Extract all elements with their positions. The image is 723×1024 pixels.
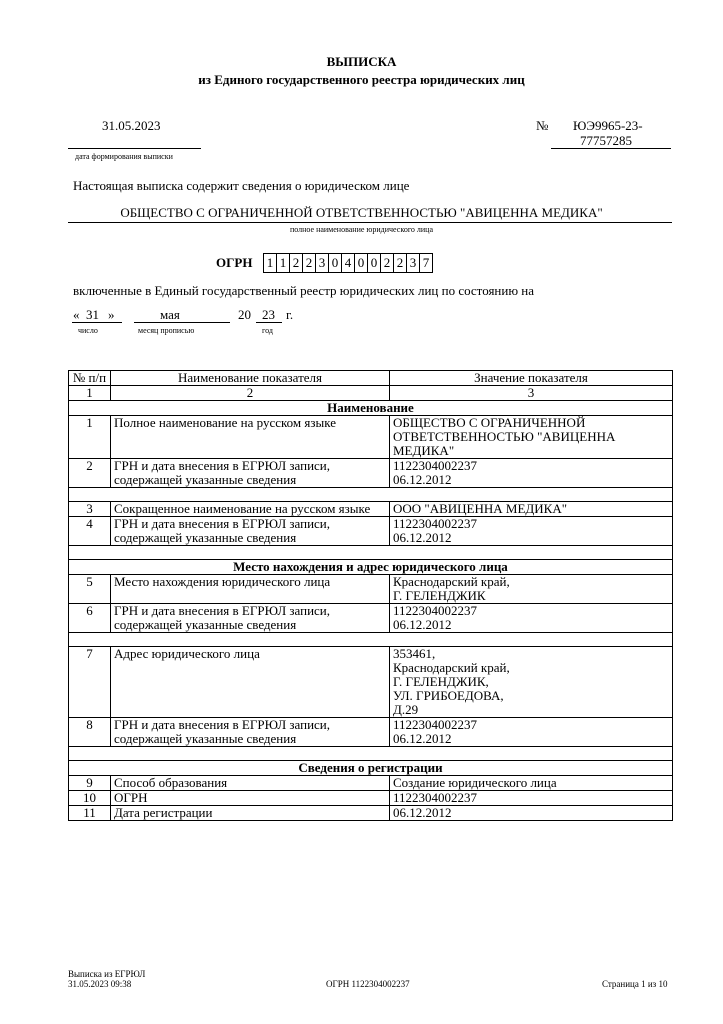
table-row xyxy=(69,502,673,517)
section-name-title: Наименование xyxy=(69,401,673,416)
month-underline xyxy=(134,322,230,323)
header-indicator: Наименование показателя xyxy=(111,371,390,386)
row-value: Создание юридического лица xyxy=(390,776,673,791)
section-row xyxy=(69,401,673,416)
ogrn-digit: 0 xyxy=(367,253,381,273)
day-caption: число xyxy=(78,326,98,335)
column-number: 3 xyxy=(390,386,673,401)
state-day: 31 xyxy=(86,307,99,322)
state-month: мая xyxy=(160,307,180,322)
table-row xyxy=(69,718,673,747)
row-value: 1122304002237 06.12.2012 xyxy=(390,459,673,488)
row-value: 1122304002237 06.12.2012 xyxy=(390,517,673,546)
row-label: Место нахождения юридического лица xyxy=(111,575,390,604)
row-label: Полное наименование на русском языке xyxy=(111,416,390,459)
ogrn-digit: 2 xyxy=(289,253,303,273)
year-caption: год xyxy=(262,326,273,335)
row-label: ГРН и дата внесения в ЕГРЮЛ записи, содержащей указанные сведения xyxy=(111,718,390,747)
row-number: 6 xyxy=(69,604,111,633)
footer-source: Выписка из ЕГРЮЛ xyxy=(68,969,146,979)
row-number: 3 xyxy=(69,502,111,517)
ogrn-digit: 0 xyxy=(328,253,342,273)
row-number: 8 xyxy=(69,718,111,747)
ogrn-digit: 3 xyxy=(315,253,329,273)
table-row xyxy=(69,416,673,459)
year-prefix: 20 xyxy=(238,307,251,322)
row-value: ОБЩЕСТВО С ОГРАНИЧЕННОЙ ОТВЕТСТВЕННОСТЬЮ "АВИЦЕННА МЕДИКА" xyxy=(390,416,673,459)
company-underline xyxy=(68,222,672,223)
row-label: Адрес юридического лица xyxy=(111,647,390,718)
day-underline xyxy=(72,322,122,323)
row-number: 10 xyxy=(69,791,111,806)
footer-ogrn: ОГРН 1122304002237 xyxy=(326,979,410,989)
row-label: ГРН и дата внесения в ЕГРЮЛ записи, содержащей указанные сведения xyxy=(111,604,390,633)
row-label: Способ образования xyxy=(111,776,390,791)
number-sign: № xyxy=(536,118,549,133)
table-numbering-row xyxy=(69,386,673,401)
row-value: 353461, Краснодарский край, Г. ГЕЛЕНДЖИК, УЛ. ГРИБОЕДОВА, Д.29 xyxy=(390,647,673,718)
year-suffix: г. xyxy=(286,307,294,322)
row-number: 1 xyxy=(69,416,111,459)
year-underline xyxy=(256,322,282,323)
register-table xyxy=(68,370,673,821)
table-row xyxy=(69,517,673,546)
table-row xyxy=(69,647,673,718)
row-value: 06.12.2012 xyxy=(390,806,673,821)
spacer-row xyxy=(69,488,673,502)
date-caption: дата формирования выписки xyxy=(75,152,173,161)
row-value: ООО "АВИЦЕННА МЕДИКА" xyxy=(390,502,673,517)
column-number: 1 xyxy=(69,386,111,401)
month-caption: месяц прописью xyxy=(138,326,195,335)
ogrn-digit: 2 xyxy=(302,253,316,273)
section-location-title: Место нахождения и адрес юридического лица xyxy=(69,560,673,575)
row-number: 7 xyxy=(69,647,111,718)
row-label: Дата регистрации xyxy=(111,806,390,821)
page-counter: Страница 1 из 10 xyxy=(602,979,668,989)
table-row xyxy=(69,604,673,633)
column-number: 2 xyxy=(111,386,390,401)
row-number: 2 xyxy=(69,459,111,488)
intro-text: Настоящая выписка содержит сведения о юридическом лице xyxy=(73,178,410,193)
number-underline xyxy=(551,148,671,149)
row-value: 1122304002237 06.12.2012 xyxy=(390,604,673,633)
ogrn-digit: 1 xyxy=(263,253,277,273)
table-header-row xyxy=(69,371,673,386)
table-row xyxy=(69,806,673,821)
row-value: 1122304002237 06.12.2012 xyxy=(390,718,673,747)
extract-number-line2: 77757285 xyxy=(580,133,632,148)
row-number: 4 xyxy=(69,517,111,546)
table-row xyxy=(69,791,673,806)
document-title: ВЫПИСКА xyxy=(326,54,397,69)
ogrn-boxes xyxy=(264,253,433,273)
section-row xyxy=(69,761,673,776)
table-row xyxy=(69,575,673,604)
quote-close: » xyxy=(108,307,115,322)
ogrn-digit: 7 xyxy=(419,253,433,273)
company-caption: полное наименование юридического лица xyxy=(289,225,434,234)
row-label: Сокращенное наименование на русском языке xyxy=(111,502,390,517)
ogrn-digit: 2 xyxy=(380,253,394,273)
row-label: ГРН и дата внесения в ЕГРЮЛ записи, содержащей указанные сведения xyxy=(111,517,390,546)
table-row xyxy=(69,776,673,791)
ogrn-label: ОГРН xyxy=(216,255,253,270)
document-subtitle: из Единого государственного реестра юридических лиц xyxy=(198,72,525,87)
quote-open: « xyxy=(73,307,80,322)
header-value: Значение показателя xyxy=(390,371,673,386)
row-label: ГРН и дата внесения в ЕГРЮЛ записи, содержащей указанные сведения xyxy=(111,459,390,488)
ogrn-digit: 2 xyxy=(393,253,407,273)
formation-date: 31.05.2023 xyxy=(102,118,161,133)
spacer-row xyxy=(69,633,673,647)
row-value: Краснодарский край, Г. ГЕЛЕНДЖИК xyxy=(390,575,673,604)
ogrn-digit: 0 xyxy=(354,253,368,273)
row-value: 1122304002237 xyxy=(390,791,673,806)
company-full-name: ОБЩЕСТВО С ОГРАНИЧЕННОЙ ОТВЕТСТВЕННОСТЬЮ "АВИЦЕННА МЕДИКА" xyxy=(120,205,603,220)
row-number: 9 xyxy=(69,776,111,791)
date-underline xyxy=(68,148,201,149)
ogrn-digit: 3 xyxy=(406,253,420,273)
row-label: ОГРН xyxy=(111,791,390,806)
footer-timestamp: 31.05.2023 09:38 xyxy=(68,979,132,989)
spacer-row xyxy=(69,747,673,761)
row-number: 11 xyxy=(69,806,111,821)
ogrn-digit: 4 xyxy=(341,253,355,273)
table-row xyxy=(69,459,673,488)
header-number: № п/п xyxy=(69,371,111,386)
row-number: 5 xyxy=(69,575,111,604)
section-row xyxy=(69,560,673,575)
state-year: 23 xyxy=(262,307,275,322)
section-registration-title: Сведения о регистрации xyxy=(69,761,673,776)
ogrn-digit: 1 xyxy=(276,253,290,273)
state-text: включенные в Единый государственный реестр юридических лиц по состоянию на xyxy=(73,283,535,298)
spacer-row xyxy=(69,546,673,560)
extract-number-line1: ЮЭ9965-23- xyxy=(573,118,643,133)
